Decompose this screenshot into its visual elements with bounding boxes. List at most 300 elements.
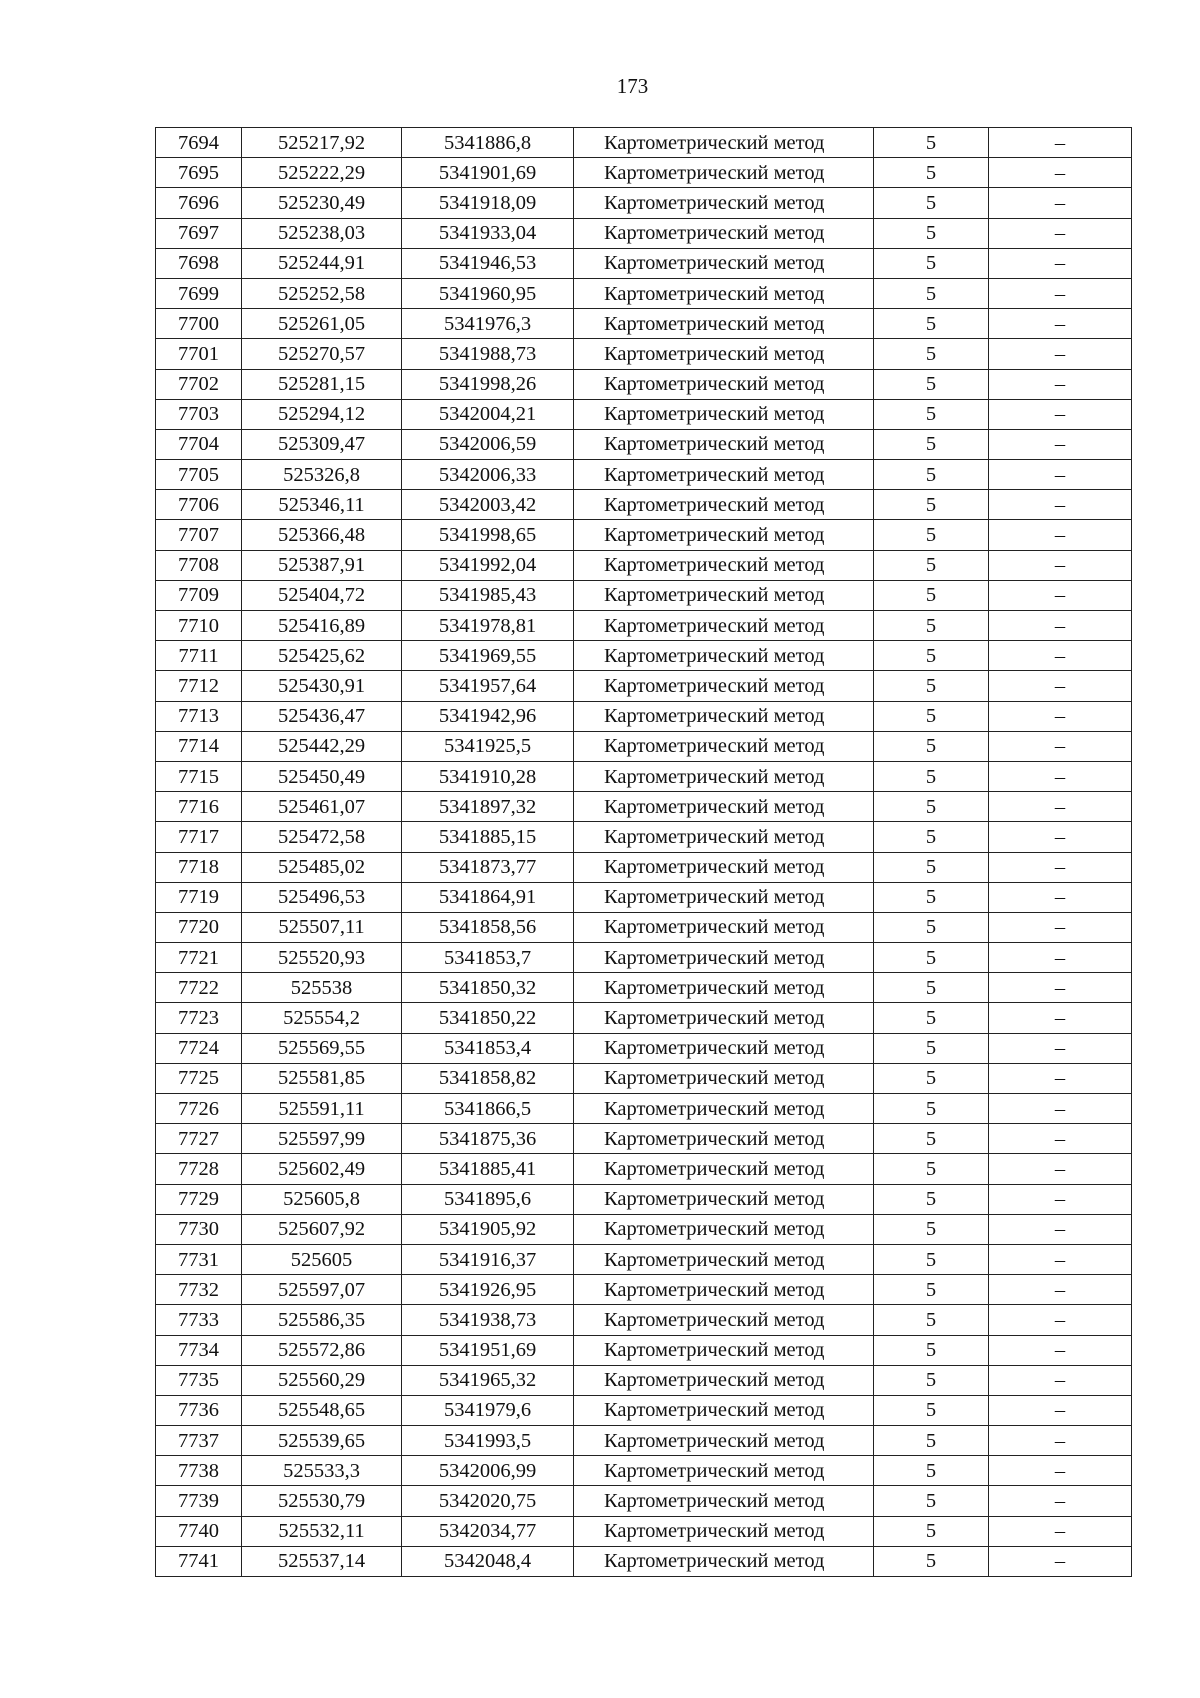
method-cell: Картометрический метод [574,1516,874,1546]
accuracy-cell: 5 [874,611,989,641]
x-coordinate-cell: 525560,29 [242,1365,402,1395]
x-coordinate-cell: 525485,02 [242,852,402,882]
y-coordinate-cell: 5341850,22 [402,1003,574,1033]
method-cell: Картометрический метод [574,1184,874,1214]
description-cell: – [989,943,1132,973]
description-cell: – [989,248,1132,278]
x-coordinate-cell: 525597,07 [242,1275,402,1305]
table-row [156,1154,1132,1184]
description-cell: – [989,1154,1132,1184]
accuracy-cell: 5 [874,731,989,761]
y-coordinate-cell: 5341866,5 [402,1094,574,1124]
method-cell: Картометрический метод [574,158,874,188]
accuracy-cell: 5 [874,1063,989,1093]
method-cell: Картометрический метод [574,1335,874,1365]
y-coordinate-cell: 5341992,04 [402,550,574,580]
table-row [156,309,1132,339]
method-cell: Картометрический метод [574,943,874,973]
point-number-cell: 7721 [156,943,242,973]
point-number-cell: 7725 [156,1063,242,1093]
y-coordinate-cell: 5341965,32 [402,1365,574,1395]
accuracy-cell: 5 [874,309,989,339]
x-coordinate-cell: 525430,91 [242,671,402,701]
description-cell: – [989,792,1132,822]
description-cell: – [989,158,1132,188]
method-cell: Картометрический метод [574,1033,874,1063]
accuracy-cell: 5 [874,339,989,369]
point-number-cell: 7707 [156,520,242,550]
accuracy-cell: 5 [874,792,989,822]
method-cell: Картометрический метод [574,852,874,882]
description-cell: – [989,852,1132,882]
description-cell: – [989,1426,1132,1456]
x-coordinate-cell: 525217,92 [242,128,402,158]
method-cell: Картометрический метод [574,309,874,339]
x-coordinate-cell: 525230,49 [242,188,402,218]
point-number-cell: 7718 [156,852,242,882]
x-coordinate-cell: 525425,62 [242,641,402,671]
y-coordinate-cell: 5341875,36 [402,1124,574,1154]
method-cell: Картометрический метод [574,369,874,399]
method-cell: Картометрический метод [574,1456,874,1486]
table-row [156,1516,1132,1546]
y-coordinate-cell: 5341916,37 [402,1244,574,1274]
accuracy-cell: 5 [874,671,989,701]
description-cell: – [989,429,1132,459]
table-row [156,188,1132,218]
accuracy-cell: 5 [874,641,989,671]
point-number-cell: 7730 [156,1214,242,1244]
y-coordinate-cell: 5341957,64 [402,671,574,701]
description-cell: – [989,671,1132,701]
point-number-cell: 7696 [156,188,242,218]
y-coordinate-cell: 5342004,21 [402,399,574,429]
table-body [156,128,1132,1577]
x-coordinate-cell: 525591,11 [242,1094,402,1124]
description-cell: – [989,1546,1132,1576]
accuracy-cell: 5 [874,248,989,278]
method-cell: Картометрический метод [574,671,874,701]
method-cell: Картометрический метод [574,1275,874,1305]
y-coordinate-cell: 5341858,56 [402,912,574,942]
accuracy-cell: 5 [874,580,989,610]
y-coordinate-cell: 5342020,75 [402,1486,574,1516]
point-number-cell: 7736 [156,1395,242,1425]
accuracy-cell: 5 [874,1365,989,1395]
y-coordinate-cell: 5341951,69 [402,1335,574,1365]
point-number-cell: 7723 [156,1003,242,1033]
y-coordinate-cell: 5341853,7 [402,943,574,973]
description-cell: – [989,520,1132,550]
description-cell: – [989,580,1132,610]
accuracy-cell: 5 [874,973,989,1003]
table-row [156,278,1132,308]
description-cell: – [989,1124,1132,1154]
description-cell: – [989,550,1132,580]
method-cell: Картометрический метод [574,429,874,459]
y-coordinate-cell: 5341885,41 [402,1154,574,1184]
x-coordinate-cell: 525244,91 [242,248,402,278]
accuracy-cell: 5 [874,1094,989,1124]
accuracy-cell: 5 [874,1516,989,1546]
point-number-cell: 7735 [156,1365,242,1395]
method-cell: Картометрический метод [574,1124,874,1154]
y-coordinate-cell: 5342006,99 [402,1456,574,1486]
description-cell: – [989,761,1132,791]
description-cell: – [989,1275,1132,1305]
method-cell: Картометрический метод [574,973,874,1003]
table-row [156,943,1132,973]
accuracy-cell: 5 [874,429,989,459]
accuracy-cell: 5 [874,188,989,218]
x-coordinate-cell: 525530,79 [242,1486,402,1516]
point-number-cell: 7697 [156,218,242,248]
x-coordinate-cell: 525496,53 [242,882,402,912]
accuracy-cell: 5 [874,1456,989,1486]
x-coordinate-cell: 525520,93 [242,943,402,973]
accuracy-cell: 5 [874,1214,989,1244]
point-number-cell: 7726 [156,1094,242,1124]
description-cell: – [989,460,1132,490]
table-row [156,1124,1132,1154]
point-number-cell: 7740 [156,1516,242,1546]
x-coordinate-cell: 525607,92 [242,1214,402,1244]
point-number-cell: 7728 [156,1154,242,1184]
method-cell: Картометрический метод [574,611,874,641]
x-coordinate-cell: 525281,15 [242,369,402,399]
table-row [156,1033,1132,1063]
y-coordinate-cell: 5341901,69 [402,158,574,188]
description-cell: – [989,1003,1132,1033]
description-cell: – [989,1033,1132,1063]
table-row [156,1244,1132,1274]
description-cell: – [989,490,1132,520]
method-cell: Картометрический метод [574,882,874,912]
y-coordinate-cell: 5341873,77 [402,852,574,882]
y-coordinate-cell: 5341905,92 [402,1214,574,1244]
table-row [156,158,1132,188]
y-coordinate-cell: 5341969,55 [402,641,574,671]
method-cell: Картометрический метод [574,1546,874,1576]
description-cell: – [989,1244,1132,1274]
y-coordinate-cell: 5341978,81 [402,611,574,641]
table-row [156,882,1132,912]
point-number-cell: 7734 [156,1335,242,1365]
description-cell: – [989,369,1132,399]
description-cell: – [989,1486,1132,1516]
y-coordinate-cell: 5341886,8 [402,128,574,158]
point-number-cell: 7701 [156,339,242,369]
description-cell: – [989,309,1132,339]
accuracy-cell: 5 [874,1244,989,1274]
description-cell: – [989,973,1132,1003]
point-number-cell: 7710 [156,611,242,641]
point-number-cell: 7711 [156,641,242,671]
table-row [156,761,1132,791]
table-row [156,1063,1132,1093]
method-cell: Картометрический метод [574,1365,874,1395]
point-number-cell: 7698 [156,248,242,278]
accuracy-cell: 5 [874,822,989,852]
y-coordinate-cell: 5341853,4 [402,1033,574,1063]
description-cell: – [989,1335,1132,1365]
description-cell: – [989,1094,1132,1124]
description-cell: – [989,218,1132,248]
accuracy-cell: 5 [874,1486,989,1516]
x-coordinate-cell: 525539,65 [242,1426,402,1456]
point-number-cell: 7703 [156,399,242,429]
accuracy-cell: 5 [874,490,989,520]
y-coordinate-cell: 5341946,53 [402,248,574,278]
x-coordinate-cell: 525572,86 [242,1335,402,1365]
method-cell: Картометрический метод [574,128,874,158]
method-cell: Картометрический метод [574,1395,874,1425]
accuracy-cell: 5 [874,1184,989,1214]
accuracy-cell: 5 [874,278,989,308]
table-row [156,1275,1132,1305]
description-cell: – [989,1063,1132,1093]
point-number-cell: 7713 [156,701,242,731]
method-cell: Картометрический метод [574,1305,874,1335]
table-row [156,1003,1132,1033]
y-coordinate-cell: 5341933,04 [402,218,574,248]
accuracy-cell: 5 [874,520,989,550]
table-row [156,701,1132,731]
accuracy-cell: 5 [874,128,989,158]
description-cell: – [989,1214,1132,1244]
description-cell: – [989,611,1132,641]
y-coordinate-cell: 5342048,4 [402,1546,574,1576]
point-number-cell: 7708 [156,550,242,580]
x-coordinate-cell: 525532,11 [242,1516,402,1546]
description-cell: – [989,731,1132,761]
table-row [156,822,1132,852]
table-row [156,731,1132,761]
x-coordinate-cell: 525538 [242,973,402,1003]
y-coordinate-cell: 5342034,77 [402,1516,574,1546]
x-coordinate-cell: 525261,05 [242,309,402,339]
x-coordinate-cell: 525387,91 [242,550,402,580]
description-cell: – [989,1365,1132,1395]
y-coordinate-cell: 5341993,5 [402,1426,574,1456]
table-row [156,852,1132,882]
table-row [156,1426,1132,1456]
accuracy-cell: 5 [874,1426,989,1456]
point-number-cell: 7727 [156,1124,242,1154]
description-cell: – [989,882,1132,912]
point-number-cell: 7733 [156,1305,242,1335]
x-coordinate-cell: 525537,14 [242,1546,402,1576]
point-number-cell: 7717 [156,822,242,852]
method-cell: Картометрический метод [574,1003,874,1033]
method-cell: Картометрический метод [574,1063,874,1093]
method-cell: Картометрический метод [574,339,874,369]
x-coordinate-cell: 525416,89 [242,611,402,641]
description-cell: – [989,188,1132,218]
point-number-cell: 7715 [156,761,242,791]
table-row [156,550,1132,580]
method-cell: Картометрический метод [574,550,874,580]
description-cell: – [989,399,1132,429]
table-row [156,128,1132,158]
table-row [156,248,1132,278]
method-cell: Картометрический метод [574,520,874,550]
x-coordinate-cell: 525436,47 [242,701,402,731]
x-coordinate-cell: 525252,58 [242,278,402,308]
accuracy-cell: 5 [874,882,989,912]
y-coordinate-cell: 5341918,09 [402,188,574,218]
table-row [156,1214,1132,1244]
description-cell: – [989,1184,1132,1214]
table-row [156,1335,1132,1365]
table-row [156,1184,1132,1214]
table-row [156,339,1132,369]
table-row [156,671,1132,701]
table-row [156,1456,1132,1486]
page-number: 173 [616,74,649,98]
method-cell: Картометрический метод [574,822,874,852]
accuracy-cell: 5 [874,1154,989,1184]
point-number-cell: 7738 [156,1456,242,1486]
table-row [156,520,1132,550]
table-row [156,1395,1132,1425]
point-number-cell: 7702 [156,369,242,399]
description-cell: – [989,128,1132,158]
y-coordinate-cell: 5341864,91 [402,882,574,912]
point-number-cell: 7706 [156,490,242,520]
table-row [156,1486,1132,1516]
table-row [156,429,1132,459]
table-row [156,460,1132,490]
accuracy-cell: 5 [874,1305,989,1335]
point-number-cell: 7732 [156,1275,242,1305]
accuracy-cell: 5 [874,218,989,248]
method-cell: Картометрический метод [574,218,874,248]
point-number-cell: 7699 [156,278,242,308]
accuracy-cell: 5 [874,460,989,490]
y-coordinate-cell: 5341938,73 [402,1305,574,1335]
method-cell: Картометрический метод [574,399,874,429]
y-coordinate-cell: 5341850,32 [402,973,574,1003]
x-coordinate-cell: 525346,11 [242,490,402,520]
point-number-cell: 7731 [156,1244,242,1274]
description-cell: – [989,1305,1132,1335]
point-number-cell: 7737 [156,1426,242,1456]
point-number-cell: 7700 [156,309,242,339]
point-number-cell: 7722 [156,973,242,1003]
method-cell: Картометрический метод [574,641,874,671]
x-coordinate-cell: 525569,55 [242,1033,402,1063]
point-number-cell: 7695 [156,158,242,188]
x-coordinate-cell: 525366,48 [242,520,402,550]
x-coordinate-cell: 525554,2 [242,1003,402,1033]
y-coordinate-cell: 5341925,5 [402,731,574,761]
method-cell: Картометрический метод [574,580,874,610]
x-coordinate-cell: 525309,47 [242,429,402,459]
method-cell: Картометрический метод [574,731,874,761]
method-cell: Картометрический метод [574,1486,874,1516]
x-coordinate-cell: 525533,3 [242,1456,402,1486]
y-coordinate-cell: 5342006,33 [402,460,574,490]
table-row [156,973,1132,1003]
y-coordinate-cell: 5341988,73 [402,339,574,369]
x-coordinate-cell: 525222,29 [242,158,402,188]
point-number-cell: 7716 [156,792,242,822]
y-coordinate-cell: 5341926,95 [402,1275,574,1305]
point-number-cell: 7729 [156,1184,242,1214]
method-cell: Картометрический метод [574,248,874,278]
x-coordinate-cell: 525442,29 [242,731,402,761]
y-coordinate-cell: 5341942,96 [402,701,574,731]
point-number-cell: 7709 [156,580,242,610]
accuracy-cell: 5 [874,550,989,580]
method-cell: Картометрический метод [574,912,874,942]
point-number-cell: 7694 [156,128,242,158]
method-cell: Картометрический метод [574,490,874,520]
accuracy-cell: 5 [874,1275,989,1305]
table-row [156,641,1132,671]
accuracy-cell: 5 [874,1124,989,1154]
accuracy-cell: 5 [874,852,989,882]
method-cell: Картометрический метод [574,1244,874,1274]
method-cell: Картометрический метод [574,1154,874,1184]
accuracy-cell: 5 [874,1395,989,1425]
x-coordinate-cell: 525602,49 [242,1154,402,1184]
x-coordinate-cell: 525404,72 [242,580,402,610]
method-cell: Картометрический метод [574,188,874,218]
accuracy-cell: 5 [874,399,989,429]
point-number-cell: 7741 [156,1546,242,1576]
point-number-cell: 7714 [156,731,242,761]
accuracy-cell: 5 [874,158,989,188]
table-row [156,580,1132,610]
x-coordinate-cell: 525294,12 [242,399,402,429]
y-coordinate-cell: 5342006,59 [402,429,574,459]
table-row [156,912,1132,942]
point-number-cell: 7724 [156,1033,242,1063]
accuracy-cell: 5 [874,761,989,791]
method-cell: Картометрический метод [574,761,874,791]
x-coordinate-cell: 525597,99 [242,1124,402,1154]
accuracy-cell: 5 [874,912,989,942]
accuracy-cell: 5 [874,1335,989,1365]
y-coordinate-cell: 5341998,26 [402,369,574,399]
x-coordinate-cell: 525326,8 [242,460,402,490]
table-row [156,792,1132,822]
y-coordinate-cell: 5341885,15 [402,822,574,852]
description-cell: – [989,641,1132,671]
coordinates-table [155,127,1132,1577]
x-coordinate-cell: 525581,85 [242,1063,402,1093]
y-coordinate-cell: 5341979,6 [402,1395,574,1425]
y-coordinate-cell: 5341858,82 [402,1063,574,1093]
description-cell: – [989,278,1132,308]
method-cell: Картометрический метод [574,460,874,490]
description-cell: – [989,1395,1132,1425]
table-row [156,1546,1132,1576]
x-coordinate-cell: 525461,07 [242,792,402,822]
table-row [156,1305,1132,1335]
accuracy-cell: 5 [874,369,989,399]
table-row [156,399,1132,429]
y-coordinate-cell: 5341998,65 [402,520,574,550]
description-cell: – [989,822,1132,852]
accuracy-cell: 5 [874,1033,989,1063]
table-row [156,490,1132,520]
point-number-cell: 7719 [156,882,242,912]
table-row [156,218,1132,248]
accuracy-cell: 5 [874,701,989,731]
